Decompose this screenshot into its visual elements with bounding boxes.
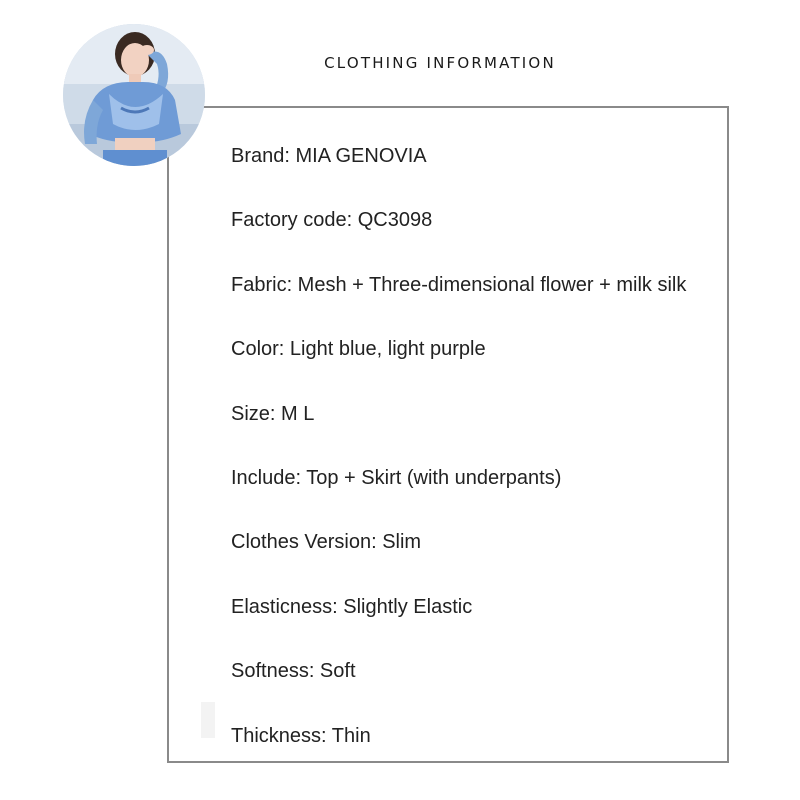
- info-clothes-version: Clothes Version: Slim: [231, 531, 422, 554]
- model-photo-icon: [63, 24, 205, 166]
- info-factory-code: Factory code: QC3098: [231, 209, 433, 232]
- info-list: [231, 142, 686, 786]
- info-elasticness: Elasticness: Slightly Elastic: [231, 595, 473, 618]
- info-size: Size: M L: [231, 402, 315, 425]
- model-avatar: [63, 24, 205, 166]
- page-title: CLOTHING INFORMATION: [324, 54, 556, 72]
- info-color: Color: Light blue, light purple: [231, 338, 486, 361]
- info-brand: Brand: MIA GENOVIA: [231, 145, 427, 167]
- left-fleck: [201, 702, 215, 738]
- info-include: Include: Top + Skirt (with underpants): [231, 466, 562, 489]
- info-softness: Softness: Soft: [231, 660, 356, 683]
- info-thickness: Thickness: Thin: [231, 724, 371, 747]
- info-fabric: Fabric: Mesh + Three-dimensional flower + milk silk: [231, 273, 687, 296]
